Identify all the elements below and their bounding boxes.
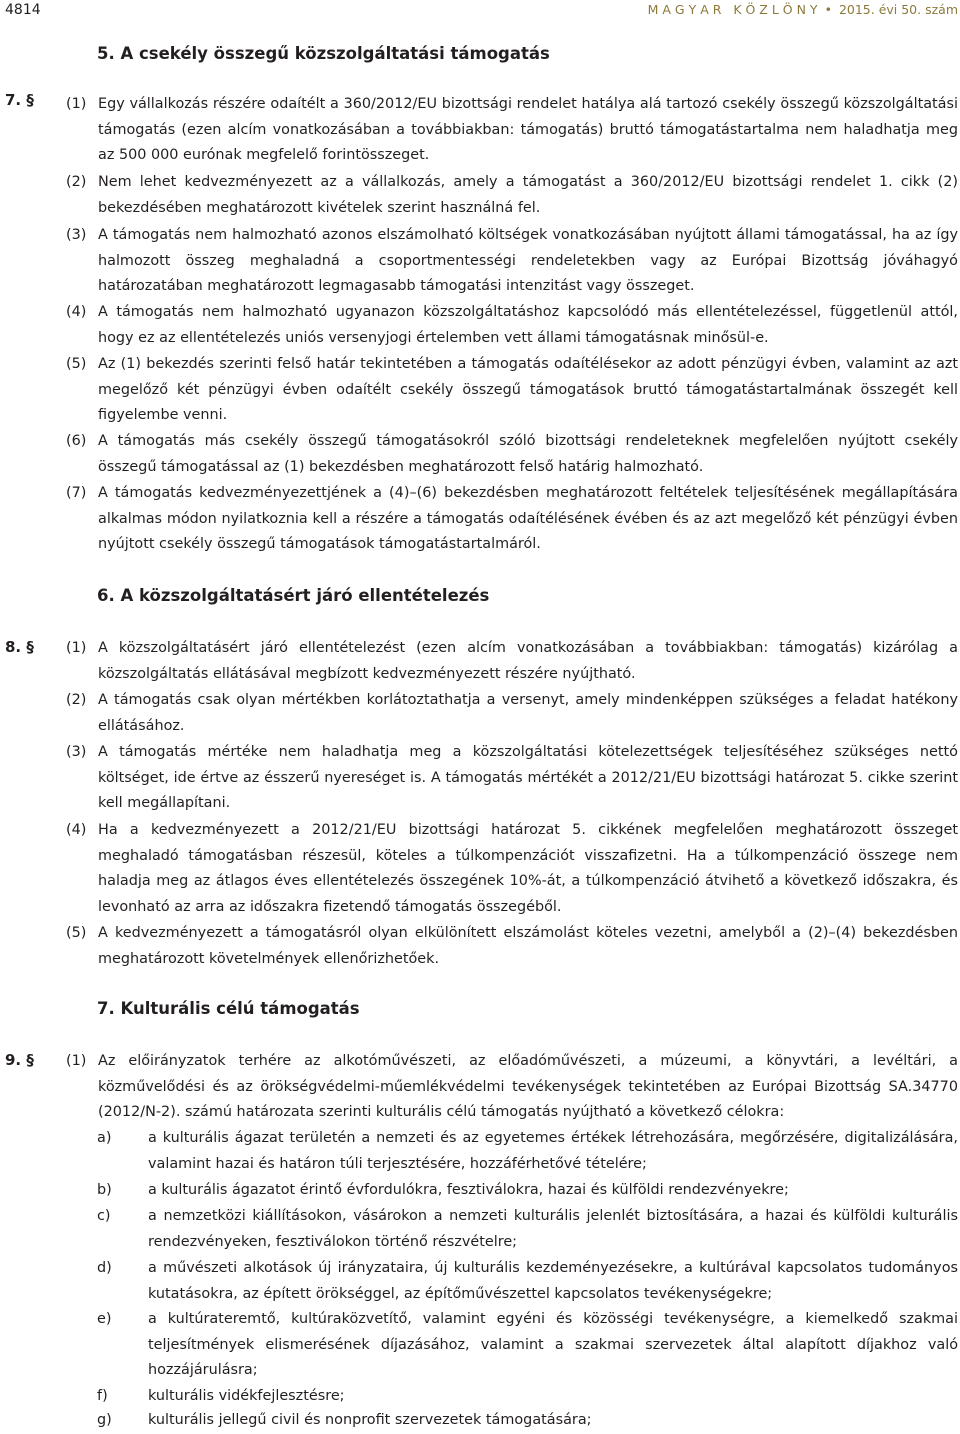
paragraph-text: Az (1) bekezdés szerinti felső határ tekintetében a támogatás odaítélésekor az adott pénzügyi évben, valamint az azt megelőző két pénzügyi évben odaítélt csekély összegű támogatások bruttó támogatástartalmának összegét kell figyelembe venni. (98, 356, 958, 424)
list-item-a (97, 1126, 958, 1177)
paragraph-8-1 (66, 636, 958, 687)
paragraph-text: A támogatás kedvezményezettjének a (4)–(6) bekezdésben meghatározott feltételek teljesítésének megállapítására alkalmas módon nyilatkoznia kell a részére a támogatás odaítélésének évében és az azt megelőző két pénzügyi évben nyújtott csekély összegű támogatások támogatástartalmáról. (98, 485, 958, 553)
paragraph-7-5 (66, 352, 958, 429)
paragraph-number: (3) (66, 227, 87, 243)
section-title-6: 6. A közszolgáltatásért járó ellentételezés (97, 586, 490, 605)
section-sign: § (26, 638, 34, 656)
paragraph-number: (2) (66, 174, 87, 190)
paragraph-number: (4) (66, 304, 87, 320)
section-title-7: 7. Kulturális célú támogatás (97, 999, 360, 1018)
paragraph-9-1 (66, 1049, 958, 1126)
paragraph-number: (6) (66, 433, 87, 449)
paragraph-8-3 (66, 740, 958, 817)
list-item-b (97, 1178, 958, 1204)
separator-bullet: • (824, 2, 832, 17)
list-item-c (97, 1204, 958, 1255)
article-number: 8. (5, 638, 22, 656)
paragraph-number: (5) (66, 925, 87, 941)
item-label: a) (97, 1130, 112, 1146)
item-text: a kulturális ágazatot érintő évfordulókra, fesztiválokra, hazai és külföldi rendezvényekre; (148, 1182, 789, 1198)
paragraph-number: (1) (66, 1053, 87, 1069)
paragraph-8-5 (66, 921, 958, 972)
item-text: a kultúrateremtő, kultúraközvetítő, valamint egyéni és közösségi tevékenységre, a kiemelkedő szakmai teljesítmények elismerésének díjazásához, valamint a szakmai szervezetek által alapított díjakhoz való hozzájárulásra; (148, 1311, 958, 1379)
paragraph-7-3 (66, 223, 958, 300)
list-item-f (97, 1384, 958, 1410)
paragraph-text: A támogatás mértéke nem haladhatja meg a közszolgáltatási kötelezettségek teljesítéséhez szükséges nettó költséget, ide értve az ésszerű nyereséget is. A támogatás mértékét a 2012/21/EU bizottsági határozat 5. cikke szerint kell megállapítani. (98, 744, 958, 812)
item-label: c) (97, 1208, 111, 1224)
paragraph-text: A támogatás nem halmozható ugyanazon közszolgáltatáshoz kapcsolódó más ellentételezéssel, függetlenül attól, hogy ez az ellentételezés uniós versenyjogi értelemben vett állami támogatásnak minősül-e. (98, 304, 958, 346)
item-label: b) (97, 1182, 112, 1198)
paragraph-number: (3) (66, 744, 87, 760)
section-title-5: 5. A csekély összegű közszolgáltatási támogatás (97, 44, 550, 63)
article-number: 7. (5, 91, 22, 109)
paragraph-text: Ha a kedvezményezett a 2012/21/EU bizottsági határozat 5. cikkének megfelelően meghatározott összeget meghaladó támogatásban részesül, köteles a túlkompenzációt visszafizetni. Ha a túlkompenzáció összege nem haladja meg az átlagos éves ellentételezés összegének 10%-át, a túlkompenzáció átvihető a következő időszakra, és levonható az arra az időszakra fizetendő támogatás összegéből. (98, 822, 958, 916)
paragraph-text: A támogatás csak olyan mértékben korlátoztathatja a versenyt, amely mindenképpen szükséges a feladat hatékony ellátásához. (98, 692, 958, 734)
paragraph-number: (2) (66, 692, 87, 708)
paragraph-number: (1) (66, 96, 87, 112)
paragraph-7-7 (66, 481, 958, 558)
paragraph-7-6 (66, 429, 958, 480)
paragraph-text: A támogatás más csekély összegű támogatásokról szóló bizottsági rendeleteknek megfelelően nyújtott csekély összegű támogatással az (1) bekezdésben meghatározott felső határig halmozható. (98, 433, 958, 475)
item-text: a kulturális ágazat területén a nemzeti és az egyetemes értékek létrehozására, megőrzésére, digitalizálására, valamint hazai és határon túli terjesztésére, hozzáférhetővé tételére; (148, 1130, 958, 1172)
paragraph-7-1 (66, 92, 958, 169)
section-sign: § (26, 91, 34, 109)
article-number-8 (5, 637, 34, 657)
paragraph-8-2 (66, 688, 958, 739)
paragraph-8-4 (66, 818, 958, 921)
item-label: g) (97, 1412, 112, 1428)
list-item-d (97, 1256, 958, 1307)
item-label: e) (97, 1311, 112, 1327)
list-item-e (97, 1307, 958, 1384)
list-item-g (97, 1408, 958, 1434)
page-header (0, 0, 960, 22)
issue-number: 2015. évi 50. szám (838, 2, 958, 17)
paragraph-text: A kedvezményezett a támogatásról olyan elkülönített elszámolást köteles vezetni, amelyből a (2)–(4) bekezdésben meghatározott követelmények ellenőrizhetőek. (98, 925, 958, 967)
item-text: a nemzetközi kiállításokon, vásárokon a nemzeti kulturális jelenlét biztosítására, a hazai és külföldi kulturális rendezvényeken, fesztiválokon történő részvételre; (148, 1208, 958, 1250)
item-text: kulturális jellegű civil és nonprofit szervezetek támogatására; (148, 1412, 592, 1428)
article-number-9 (5, 1050, 34, 1070)
paragraph-text: Egy vállalkozás részére odaítélt a 360/2012/EU bizottsági rendelet hatálya alá tartozó csekély összegű közszolgáltatási támogatás (ezen alcím vonatkozásában a továbbiakban: támogatás) bruttó támogatástartalma nem haladhatja meg az 500 000 eurónak megfelelő forintösszeget. (98, 96, 958, 164)
journal-title (648, 0, 958, 20)
paragraph-text: Nem lehet kedvezményezett az a vállalkozás, amely a támogatást a 360/2012/EU bizottsági rendelet 1. cikk (2) bekezdésében meghatározott kivételek szerint használná fel. (98, 174, 958, 216)
paragraph-number: (7) (66, 485, 87, 501)
paragraph-text: A közszolgáltatásért járó ellentételezést (ezen alcím vonatkozásában a továbbiakban: támogatás) kizárólag a közszolgáltatás ellátásával megbízott kedvezményezett részére nyújtható. (98, 640, 958, 682)
section-sign: § (26, 1051, 34, 1069)
item-text: a művészeti alkotások új irányzataira, új kulturális kezdeményezésekre, a kultúrával kapcsolatos tudományos kutatásokra, az épített örökséggel, az építőművészettel kapcsolatos tevékenységekre; (148, 1260, 958, 1302)
paragraph-number: (1) (66, 640, 87, 656)
paragraph-number: (5) (66, 356, 87, 372)
paragraph-text: A támogatás nem halmozható azonos elszámolható költségek vonatkozásában nyújtott állami támogatással, ha az így halmozott összeg meghaladná a csoportmentességi rendeletekben vagy az Európai Bizottság jóváhagyó határozatában meghatározott legmagasabb támogatási intenzitást vagy összeget. (98, 227, 958, 295)
item-text: kulturális vidékfejlesztésre; (148, 1388, 345, 1404)
paragraph-text: Az előirányzatok terhére az alkotóművészeti, az előadóművészeti, a múzeumi, a könyvtári, a levéltári, a közművelődési és az örökségvédelmi-műemlékvédelmi tevékenységek tekintetében az Európai Bizottság SA.34770 (2012/N-2). számú határozata szerinti kulturális célú támogatás nyújtható a következő célokra: (98, 1053, 958, 1121)
article-number: 9. (5, 1051, 22, 1069)
article-number-7 (5, 90, 34, 110)
paragraph-7-4 (66, 300, 958, 351)
item-label: d) (97, 1260, 112, 1276)
paragraph-number: (4) (66, 822, 87, 838)
page-number: 4814 (5, 2, 41, 18)
item-label: f) (97, 1388, 108, 1404)
journal-name: M A G Y A R K Ö Z L Ö N Y (647, 2, 818, 17)
paragraph-7-2 (66, 170, 958, 221)
